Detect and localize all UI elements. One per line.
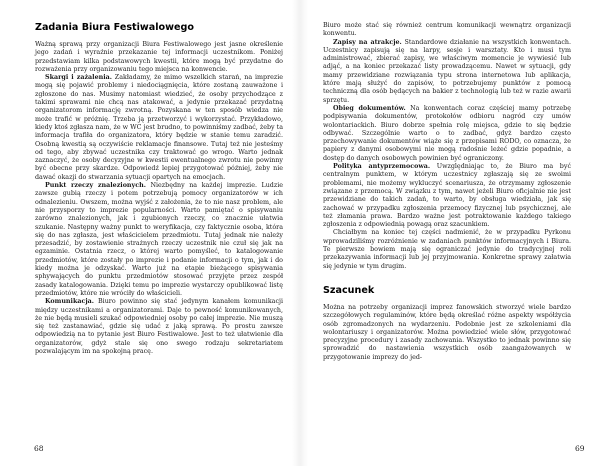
paragraph-text: Biuro powinno się stać jedynym kanałem komunikacji między uczestnikami a organizatorami. Daje to pewność komunikowanych, że nie będą musieli szukać odpowiedniej osoby po całej imprezie. Nie muszą się też zastanawiać, gdzie się udać z jaką sprawą. Po prostu zawsze odpowiedzią na to pytanie jest Biuro Festiwalowe. Jest to też ułatwienie dla organizatorów, gdyż stale się ono swego rodzaju sekretariatem pozwalającym im na spokojną pracę. [35,298,283,355]
respect-section [323,285,571,362]
paragraph-closing-note [323,229,571,270]
paragraph-documents [323,105,571,163]
paragraph-text: Biuro może stać się również centrum komunikacji wewnątrz organizacji konwentu. [323,22,571,38]
paragraph-lead: Komunikacja. [45,298,94,306]
paragraph-text: Ważną sprawą przy organizacji Biura Festiwalowego jest jasne określenie jego zadań i wyraźnie przekazanie tej informacji uczestnikom. Poniżej przedstawiam kilka podstawowych kwestii, które mogą być przydatne do rozważenia przy organizowaniu tego miejsca na konwencie. [35,41,283,73]
paragraph-lead: Punkt rzeczy znalezionych. [45,182,146,190]
page-number: 69 [575,444,585,453]
paragraph-signups [323,39,571,105]
paragraph-complaints [35,74,283,182]
paragraph-lost-found [35,182,283,298]
paragraph-text: Chciałbym na koniec tej części nadmienić, że w przypadku Pyrkonu wprowadziliśmy rozróżnienie w zadaniach punktów informacyjnych i Biura. Te pierwsze bowiem mają się ograniczać jedynie do tradycyjnej roli przekazywania informacji lub jej przyjmowania. Konkretne sprawy załatwia się jedynie w tym drugim. [323,229,571,270]
paragraph-text: Uwzględniając to, że Biuro ma być centralnym punktem, w którym uczestnicy zgłaszają się ze swoimi problemami, nie możemy wykluczyć scenariusza, że otrzymamy zgłoszenie związane z przemocą. W związku z tym, nawet jeżeli Biuro oficjalnie nie jest przewidziane do takich zadań, to warto, by obsługa wiedziała, jak się zachować w przypadku zgłoszenia przemocy fizycznej lub psychicznej, ale też złamania prawa. Bardzo ważne jest potraktowanie każdego takiego zgłoszenia z odpowiednią powagą oraz szacunkiem. [323,163,571,229]
book-gutter [292,0,308,466]
paragraph-lead: Obieg dokumentów. [333,104,406,112]
section-heading: Szacunek [323,284,375,296]
paragraph-text: Niezbędny na każdej imprezie. Ludzie zawsze gubią rzeczy i potem potrzebują pomocy organizatorów w ich odnalezieniu. Owszem, można wyjść z założenia, że to nie nasz problem, ale nie przysporzy to imprezie popularności. Warto pamiętać o spisywaniu zarówno znalezionych, jak i zgubionych rzeczy, co znacznie ułatwia szukanie. Następny ważny punkt to weryfikacja, czy faktycznie osoba, która się do nas zgłasza, jest właścicielem przedmiotu. Tutaj jednak nie należy przesadzić, by zostawienie strażnych rzeczy uczestnik nie czuł się jak na egzaminie. Ostatnia rzecz, o której warto pomyśleć, to katalogowanie przedmiotów, które zostały po imprezie i podanie informacji o tym, jak i do kiedy można je odzyskać. Warto już na etapie bieżącego spisywania sphywających do punktu przedmiotów stosować przyjęte przez zespół zasady katalogowania. Dzięki temu po imprezie wystarczy opublikować listę przedmiotów, które nie wróciły do właścicieli. [35,182,283,297]
intro-paragraph [35,41,283,74]
paragraph-lead: Skargi i zażalenia. [45,74,112,82]
respect-paragraph [323,304,571,362]
paragraph-lead: Zapisy na atrakcje. [333,38,402,46]
paragraph-anti-violence [323,163,571,229]
right-column [323,22,571,362]
page-number: 68 [34,444,44,453]
section-heading: Zadania Biura Festiwalowego [35,22,194,33]
paragraph-text: Na konwentach coraz częściej mamy potrzebę podpisywania dokumentów, protokołów odbioru nagród czy umów wolontariackich. Biuro dobrze spełnia rolę miejsca, gdzie to się będzie odbywać. Szczególnie warto o to zadbać, gdyż bardzo często przechowywanie dokumentów wiąże się z przepisami RODO, co oznacza, że papiery z danymi osobowymi nie mogą radośnie leżeć gdzie popadnie, a dostęp do danych osobowych powinien być ograniczony. [323,104,571,162]
paragraph-text: Standardowe działanie na wszystkich konwentach. Uczestnicy zapisują się na larpy, sesje i warsztaty. Kto i musi tym administrować, zbierać zapisy, we właściwym momencie je wywiesić lub adjąć, a na koniec przekazać listy prowadzącemu. Nawet w sytuacji, gdy mamy przewidziane rozwiązania typu strona internetowa lub aplikacja, które mają służyć do zapisów, to potrzebujemy punktów z pomocą techniczną dla osób będących na bakier z technologią lub też w razie awarii sprzętu. [323,38,571,104]
continued-paragraph [323,22,571,39]
paragraph-communication [35,298,283,356]
paragraph-lead: Polityka antyprzemocowa. [333,163,431,171]
right-page [300,0,600,466]
paragraph-text: Można na potrzeby organizacji imprez fanowskich stworzyć wiele bardzo szczegółowych regulaminów, które będą określać różne aspekty współżycia osób zgromadzonych na wydarzeniu. Podobnie jest ze szkoleniami dla wolontariuszy i organizatorów. Można powiedzieć wiele słów, przygotować precyzyjne procedury i zasady zachowania. Wszystko to jednak powinno się sprowadzić do nastawienia wszystkich osób zaangażowanych w przygotowanie imprezy do jed- [323,303,571,361]
left-column [35,22,283,356]
paragraph-text: Zakładamy, że mimo wszelkich starań, na imprezie mogą się pojawić problemy i niedociągnięcia, które zostaną zauważone i zgłoszone do nas. Musimy natomiast wiedzieć, że osoby przychodzące z takimi sprawami nie chcą nas atakować, a jedynie przekazać przydatną organizatorom informację zwrotną. Pozyskana w ten sposób wiedza nie może trafić w próżnię. Trzeba ją przetworzyć i wykorzystać. Przykładowo, kiedy ktoś zgłasza nam, że w WC jest brudno, to powinniśmy zadbać, żeby ta informacja trafiła do organizatora, który będzie w stanie temu zaradzić. Osobną kwestią są oczywiście reklamacje finansowe. Tutaj też nie jesteśmy od tego, aby zbywać uczestnika czy traktować go wrogo. Warto jednak zaznaczyć, że osoby decyzyjne w kwestii ewentualnego zwrotu nie powinny być obecne przy skardze. Odpowiedź lepiej przygotować później, żeby nie dawać okazji do stwarzania sytuacji opartych na emocjach. [35,74,283,181]
